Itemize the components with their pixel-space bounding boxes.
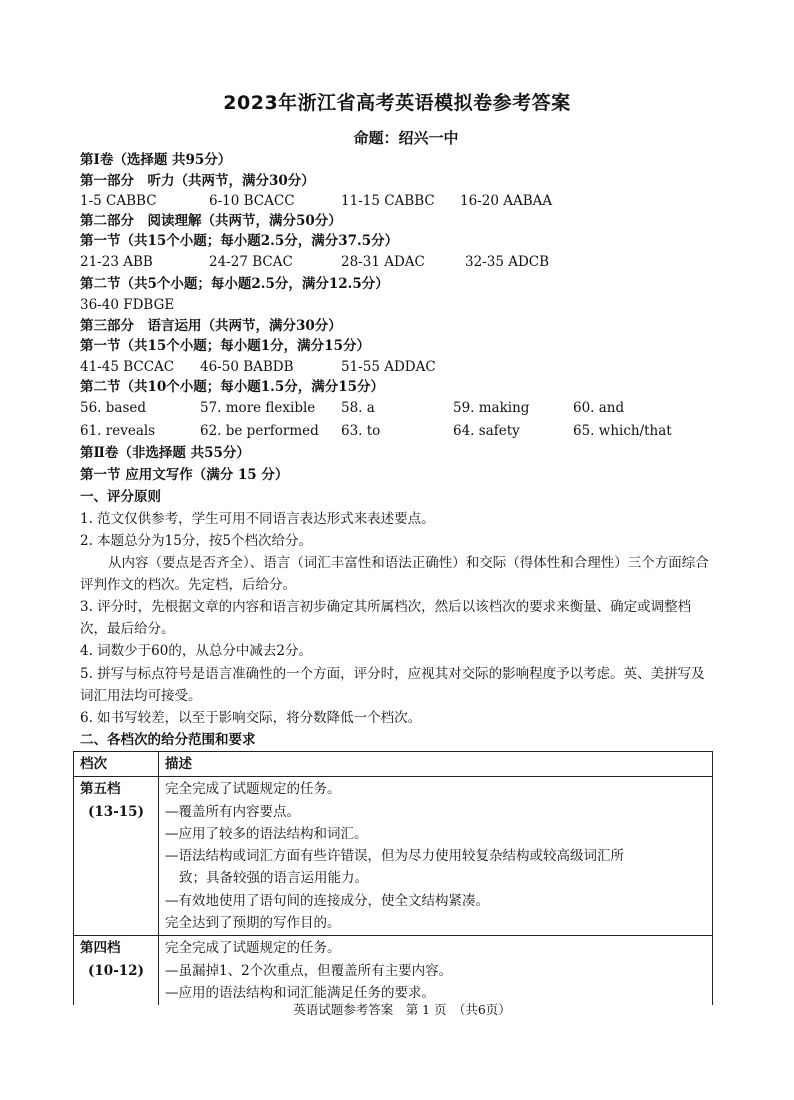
part2-answer: 21-23 ABB xyxy=(80,254,153,270)
levels-heading: 二、各档次的给分范围和要求 xyxy=(80,732,256,748)
description-line: —语法结构或词汇方面有些许错误，但为尽力使用较复杂结构或较高级词汇所 xyxy=(165,848,624,865)
principle-item: 4. 词数少于60的，从总分中减去2分。 xyxy=(80,643,312,659)
writing-heading: 第一节 应用文写作（满分 15 分） xyxy=(80,467,289,483)
description-line: 完全完成了试题规定的任务。 xyxy=(165,781,341,798)
part1-answer: 11-15 CABBC xyxy=(341,193,435,209)
part2-section1-heading: 第一节（共15个小题；每小题2.5分，满分37.5分） xyxy=(80,233,399,249)
description-line: 致；具备较强的语言运用能力。 xyxy=(179,870,368,887)
level-name: 第五档 xyxy=(80,781,121,798)
part3-answer: 46-50 BABDB xyxy=(200,359,294,375)
part1-answer: 6-10 BCACC xyxy=(209,193,295,209)
description-line: 完全达到了预期的写作目的。 xyxy=(165,915,341,932)
cloze-answer: 65. which/that xyxy=(573,423,672,439)
cloze-answer: 61. reveals xyxy=(80,423,156,439)
grading-table xyxy=(73,751,713,1005)
description-cell xyxy=(159,777,713,936)
cloze-answer: 64. safety xyxy=(453,423,520,439)
page-title: 2023年浙江省高考英语模拟卷参考答案 xyxy=(223,92,571,114)
cloze-answer: 60. and xyxy=(573,400,625,416)
level-name: 第四档 xyxy=(80,940,121,957)
description-line: —应用的语法结构和词汇能满足任务的要求。 xyxy=(165,984,435,1001)
part2-answer: 36-40 FDBGE xyxy=(80,297,175,313)
level-range: (10-12) xyxy=(88,962,144,979)
cloze-answer: 62. be performed xyxy=(200,423,319,439)
level-range: (13-15) xyxy=(88,803,144,820)
cloze-answer: 63. to xyxy=(341,423,381,439)
volume2-heading: 第Ⅱ卷（非选择题 共55分） xyxy=(80,445,250,461)
part2-answer: 24-27 BCAC xyxy=(209,254,293,270)
part3-heading: 第三部分 语言运用（共两节，满分30分） xyxy=(80,318,342,334)
part1-heading: 第一部分 听力（共两节，满分30分） xyxy=(80,173,315,189)
part2-heading: 第二部分 阅读理解（共两节，满分50分） xyxy=(80,213,342,229)
principles-heading: 一、评分原则 xyxy=(80,489,161,505)
cloze-answer: 56. based xyxy=(80,400,147,416)
cloze-answer: 59. making xyxy=(453,400,530,416)
part3-section1-heading: 第一节（共15个小题；每小题1分，满分15分） xyxy=(80,338,370,354)
cloze-answer: 57. more flexible xyxy=(200,400,316,416)
principle-item: 6. 如书写较差，以至于影响交际，将分数降低一个档次。 xyxy=(80,710,422,726)
description-line: —应用了较多的语法结构和词汇。 xyxy=(165,825,368,842)
part2-answer: 32-35 ADCB xyxy=(465,254,550,270)
part2-answer: 28-31 ADAC xyxy=(341,254,425,270)
page-footer: 英语试题参考答案 第 1 页 （共6页） xyxy=(293,1002,511,1017)
principle-item: 5. 拼写与标点符号是语言准确性的一个方面，评分时，应视其对交际的影响程度予以考虑。英、美拼写及词汇用法均可接受。 xyxy=(80,666,705,704)
level-cell xyxy=(74,777,159,936)
table-row xyxy=(74,936,713,1005)
principle-item: 1. 范文仅供参考，学生可用不同语言表达形式来表述要点。 xyxy=(80,511,435,527)
table-header-row xyxy=(74,752,713,777)
principle-item: 从内容（要点是否齐全）、语言（词汇丰富性和语法正确性）和交际（得体性和合理性）三个方面综合评判作文的档次。先定档，后给分。 xyxy=(80,555,709,593)
description-line: —覆盖所有内容要点。 xyxy=(165,803,300,820)
part2-section2-heading: 第二节（共5个小题；每小题2.5分，满分12.5分） xyxy=(80,276,389,292)
part3-section2-heading: 第二节（共10个小题；每小题1.5分，满分15分） xyxy=(80,379,385,395)
table-header-description: 描述 xyxy=(159,752,713,777)
description-line: —虽漏掉1、2个次重点，但覆盖所有主要内容。 xyxy=(165,962,453,979)
principle-item: 2. 本题总分为15分，按5个档次给分。 xyxy=(80,533,312,549)
table-header-level: 档次 xyxy=(74,752,159,777)
page-subtitle: 命题：绍兴一中 xyxy=(353,129,459,147)
cloze-answer: 58. a xyxy=(341,400,375,416)
description-line: 完全完成了试题规定的任务。 xyxy=(165,940,341,957)
level-cell xyxy=(74,936,159,1005)
part1-answer: 1-5 CABBC xyxy=(80,193,157,209)
volume1-heading: 第Ⅰ卷（选择题 共95分） xyxy=(80,152,232,168)
part1-answer: 16-20 AABAA xyxy=(460,193,553,209)
table-row xyxy=(74,777,713,936)
description-cell xyxy=(159,936,713,1005)
description-line: —有效地使用了语句间的连接成分，使全文结构紧凑。 xyxy=(165,892,489,909)
part3-answer: 51-55 ADDAC xyxy=(341,359,436,375)
part3-answer: 41-45 BCCAC xyxy=(80,359,175,375)
principle-item: 3. 评分时，先根据文章的内容和语言初步确定其所属档次，然后以该档次的要求来衡量、确定或调整档次，最后给分。 xyxy=(80,599,692,637)
